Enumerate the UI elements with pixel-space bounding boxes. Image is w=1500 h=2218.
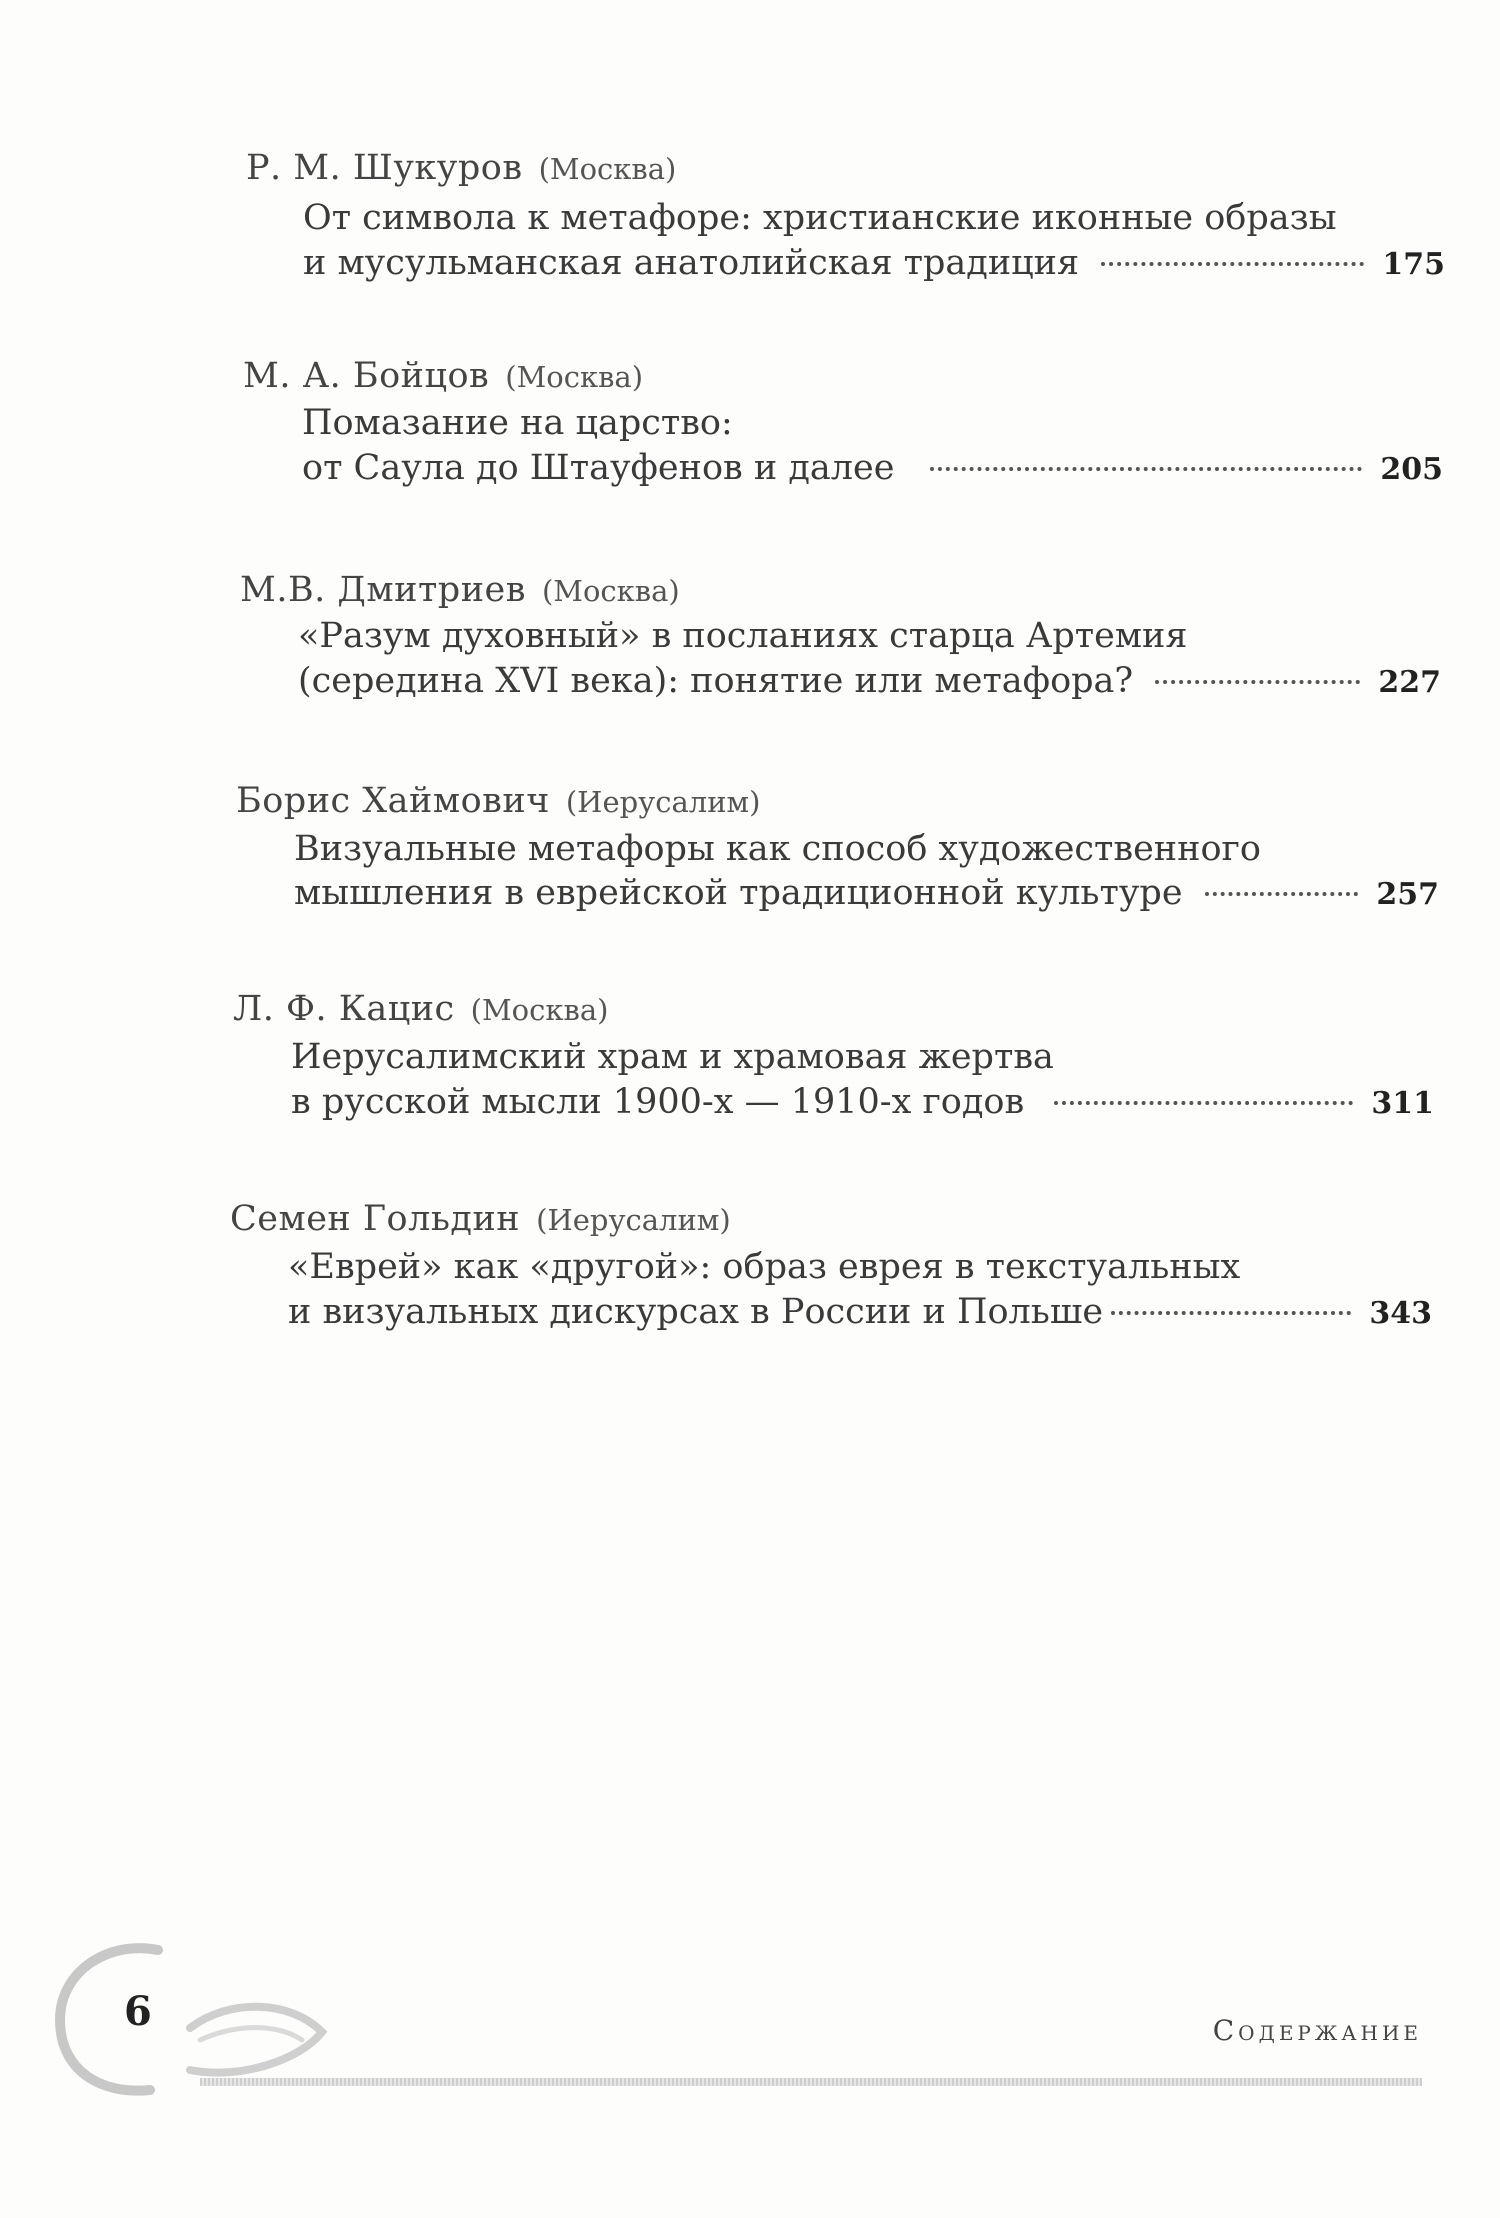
dot-leader	[1205, 892, 1359, 896]
entry-title-line: Визуальные метафоры как способ художественного	[294, 829, 1261, 869]
dot-leader	[1155, 680, 1360, 684]
entry-author-line	[236, 780, 760, 823]
swirl-ornament-icon	[40, 1920, 360, 2120]
entry-page-number[interactable]: 227	[1378, 665, 1441, 700]
entry-city: (Иерусалим)	[565, 785, 761, 819]
entry-title-end: мышления в еврейской традиционной культуре	[294, 873, 1183, 913]
entry-author: Л. Ф. Кацис	[233, 989, 455, 1029]
entry-page-number[interactable]: 205	[1380, 452, 1443, 487]
entry-title-line: Иерусалимский храм и храмовая жертва	[291, 1037, 1054, 1077]
entry-title-line: «Разум духовный» в посланиях старца Артемия	[298, 616, 1188, 656]
entry-last-line	[298, 660, 1441, 704]
entry-title-line: От символа к метафоре: христианские иконные образы	[303, 198, 1337, 238]
entry-last-line	[291, 1081, 1434, 1125]
entry-last-line	[302, 447, 1443, 491]
dot-leader	[930, 467, 1362, 471]
entry-author: Р. М. Шукуров	[246, 148, 523, 188]
dot-leader	[1101, 262, 1364, 266]
entry-title-end: от Саула до Штауфенов и далее	[302, 448, 895, 488]
entry-author-line	[246, 147, 676, 190]
entry-city: (Иерусалим)	[536, 1203, 731, 1237]
entry-title-end: и визуальных дискурсах в России и Польше	[288, 1292, 1104, 1332]
entry-author-line	[243, 355, 643, 398]
entry-author-line	[240, 569, 680, 612]
entry-author: М.В. Дмитриев	[240, 570, 526, 610]
page-footer	[0, 1900, 1500, 2100]
entry-last-line	[294, 872, 1439, 916]
dot-leader	[1054, 1101, 1353, 1105]
entry-city: (Москва)	[470, 993, 609, 1027]
page-number: 6	[124, 1988, 152, 2035]
entry-page-number[interactable]: 343	[1369, 1296, 1432, 1331]
entry-author-line	[233, 988, 608, 1031]
entry-author-line	[230, 1198, 731, 1241]
entry-title-end: (середина XVI века): понятие или метафора?	[298, 661, 1134, 701]
entry-last-line	[303, 242, 1445, 286]
running-head: Содержание	[1212, 2014, 1422, 2047]
entry-author: М. А. Бойцов	[243, 356, 490, 396]
entry-city: (Москва)	[541, 574, 680, 608]
entry-title-line: «Еврей» как «другой»: образ еврея в текстуальных	[288, 1247, 1241, 1287]
entry-title-end: и мусульманская анатолийская традиция	[303, 243, 1080, 283]
entry-city: (Москва)	[505, 360, 644, 394]
entry-author: Семен Гольдин	[230, 1199, 521, 1239]
footer-rule	[200, 2078, 1422, 2086]
entry-last-line	[288, 1291, 1432, 1335]
entry-city: (Москва)	[538, 152, 677, 186]
entry-title-line: Помазание на царство:	[302, 403, 733, 443]
entry-page-number[interactable]: 175	[1382, 247, 1445, 282]
entry-page-number[interactable]: 257	[1376, 877, 1439, 912]
entry-author: Борис Хаймович	[236, 781, 550, 821]
entry-title-end: в русской мысли 1900-х — 1910-х годов	[291, 1082, 1025, 1122]
dot-leader	[1111, 1311, 1351, 1315]
entry-page-number[interactable]: 311	[1371, 1086, 1434, 1121]
